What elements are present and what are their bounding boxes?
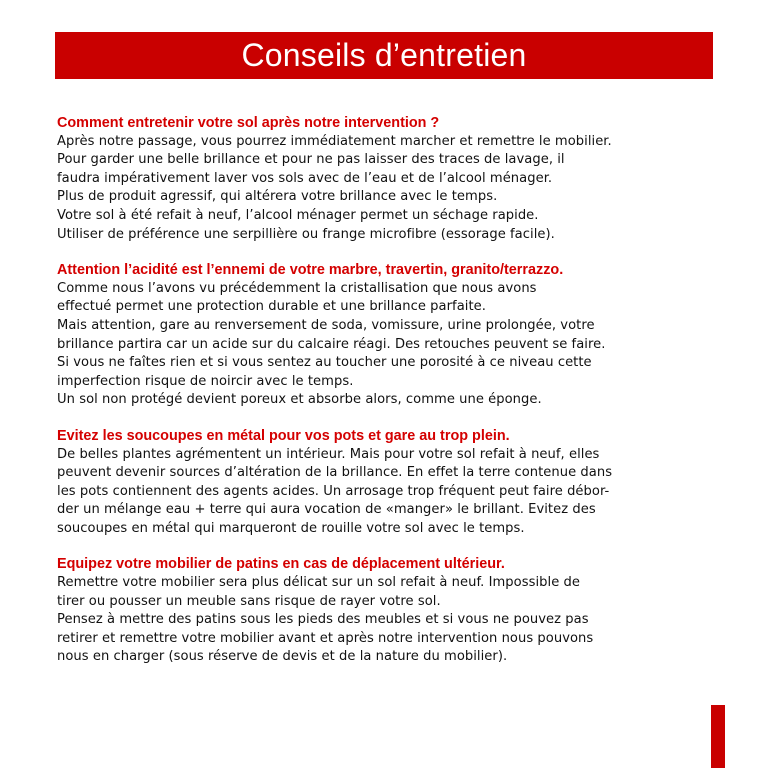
text-line: Comme nous l’avons vu précédemment la cristallisation que nous avons: [57, 280, 537, 296]
section-heading: Evitez les soucoupes en métal pour vos pots et gare au trop plein.: [57, 427, 510, 444]
text-line: Pensez à mettre des patins sous les pieds des meubles et si vous ne pouvez pas: [57, 612, 589, 628]
section-acidity: [57, 261, 737, 410]
section-after-intervention: [57, 114, 737, 244]
text-line: Plus de produit agressif, qui altérera votre brillance avec le temps.: [57, 189, 498, 205]
text-line: Pour garder une belle brillance et pour ne pas laisser des traces de lavage, il: [57, 152, 565, 168]
section-heading: Equipez votre mobilier de patins en cas de déplacement ultérieur.: [57, 556, 505, 573]
section-saucers: [57, 427, 737, 539]
text-line: retirer et remettre votre mobilier avant et après notre intervention nous pouvons: [57, 630, 594, 646]
text-line: imperfection risque de noircir avec le temps.: [57, 373, 354, 389]
section-heading: Attention l’acidité est l’ennemi de votre marbre, travertin, granito/terrazzo.: [57, 262, 564, 279]
advice-content: [57, 114, 737, 684]
text-line: les pots contiennent des agents acides. Un arrosage trop fréquent peut faire débor-: [57, 483, 610, 499]
text-line: Remettre votre mobilier sera plus délicat sur un sol refait à neuf. Impossible de: [57, 575, 580, 591]
text-line: brillance partira car un acide sur du calcaire réagi. Des retouches peuvent se faire.: [57, 336, 606, 352]
text-line: Si vous ne faîtes rien et si vous sentez au toucher une porosité à ce niveau cette: [57, 355, 592, 371]
text-line: peuvent devenir sources d’altération de la brillance. En effet la terre contenue dans: [57, 465, 613, 481]
text-line: Mais attention, gare au renversement de soda, vomissure, urine prolongée, votre: [57, 317, 595, 333]
text-line: der un mélange eau + terre qui aura vocation de «manger» le brillant. Evitez des: [57, 502, 596, 518]
text-line: Après notre passage, vous pourrez immédiatement marcher et remettre le mobilier.: [57, 133, 612, 149]
text-line: Votre sol à été refait à neuf, l’alcool ménager permet un séchage rapide.: [57, 207, 539, 223]
decorative-red-bar: [711, 705, 725, 768]
section-furniture-pads: [57, 555, 737, 667]
text-line: soucoupes en métal qui marqueront de rouille votre sol avec le temps.: [57, 520, 525, 536]
text-line: Un sol non protégé devient poreux et absorbe alors, comme une éponge.: [57, 392, 542, 408]
text-line: tirer ou pousser un meuble sans risque de rayer votre sol.: [57, 593, 441, 609]
text-line: De belles plantes agrémentent un intérieur. Mais pour votre sol refait à neuf, elles: [57, 446, 600, 462]
text-line: effectué permet une protection durable et une brillance parfaite.: [57, 299, 486, 315]
section-heading: Comment entretenir votre sol après notre intervention ?: [57, 115, 440, 131]
text-line: faudra impérativement laver vos sols avec de l’eau et de l’alcool ménager.: [57, 170, 553, 186]
page-title: Conseils d’entretien: [241, 37, 527, 73]
text-line: Utiliser de préférence une serpillière ou frange microfibre (essorage facile).: [57, 226, 555, 242]
title-banner: [55, 32, 713, 79]
text-line: nous en charger (sous réserve de devis et de la nature du mobilier).: [57, 649, 508, 665]
